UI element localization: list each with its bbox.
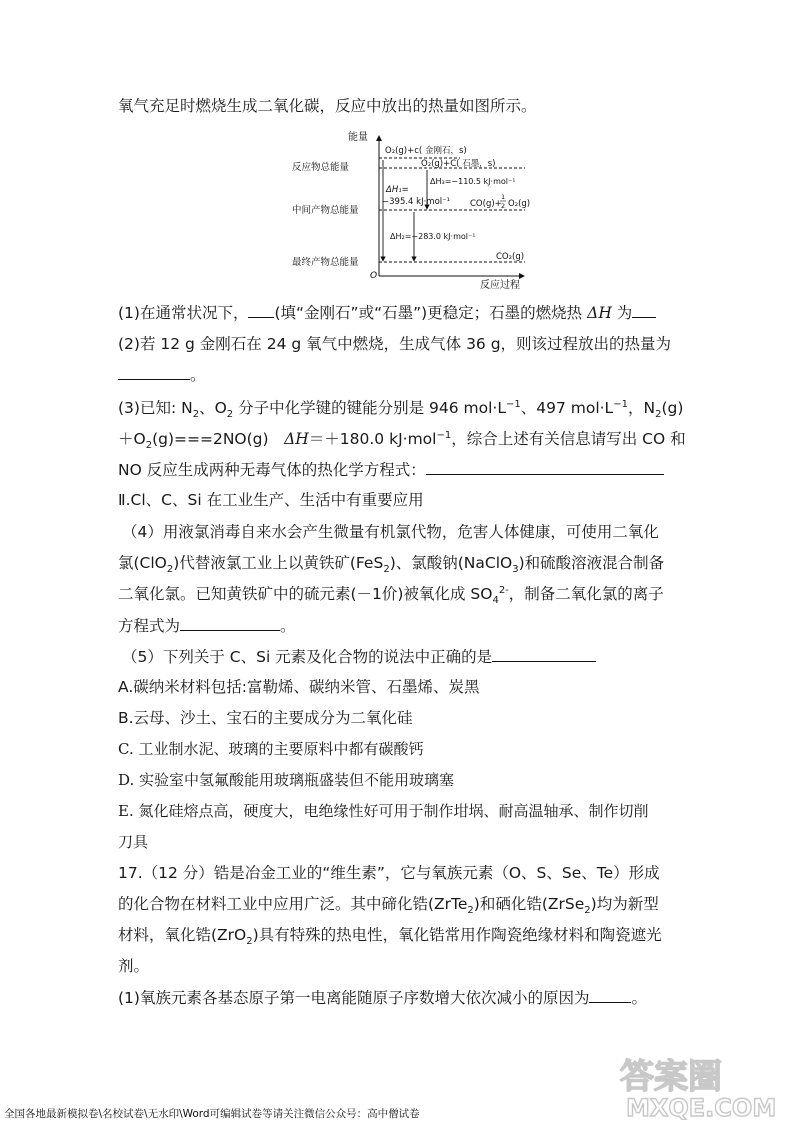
answer-blank-1b[interactable] (632, 302, 656, 318)
question-17-line3: 材料，氧化锆(ZrO$_2$)具有特殊的热电性，氧化锆常用作陶瓷绝缘材料和陶瓷遮光 (118, 926, 662, 948)
question-17-line4: 剂。 (118, 957, 150, 975)
answer-blank-3[interactable] (426, 459, 664, 475)
option-c: C. 工业制水泥、玻璃的主要原料中都有碳酸钙 (118, 740, 424, 758)
dh2-label: ΔH₂=−283.0 kJ·mol⁻¹ (390, 232, 476, 241)
origin-label: O (370, 271, 378, 281)
frac-numerator: 1 (501, 193, 506, 201)
question-3-line1: (3)已知: $N_2$、$O_2$ 分子中化学键的键能分别是 946 $mol\cdot L^{-1}$、497 $mol\cdot L^{-1}$，$N_2(g)$ (118, 398, 684, 421)
option-e-line2: 刀具 (118, 833, 149, 851)
question-17-sub1: (1)氧族元素各基态原子第一电离能随原子序数增大依次减小的原因为 。 (118, 989, 647, 1007)
species-o2: O₂(g) (508, 199, 531, 209)
species-diamond: O₂(g)+c( 金刚石，s) (385, 146, 467, 156)
energy-level-diagram (290, 128, 540, 290)
question-4-line3: 二氧化氯。已知黄铁矿中的硫元素(－1价)被氧化成 $SO_4^{2-}$，制备二氧化氯的离子 (118, 584, 664, 607)
question-1: (1)在通常状况下， (填“金刚石”或“石墨”)更稳定；石墨的燃烧热 ΔH 为 (118, 302, 656, 323)
answer-blank-4[interactable] (180, 615, 280, 631)
option-a: A.碳纳米材料包括:富勒烯、碳纳米管、石墨烯、炭黑 (118, 678, 480, 696)
question-4-line4: 方程式为 。 (118, 617, 296, 635)
question-2-blank-line: 。 (118, 364, 206, 385)
question-3-line3: NO 反应生成两种无毒气体的热化学方程式： (118, 459, 664, 480)
level-label-product: 最终产物总能量 (292, 257, 359, 268)
level-label-reactant: 反应物总能量 (292, 162, 350, 173)
question-5-stem: （5）下列关于 C、Si 元素及化合物的说法中正确的是 (122, 646, 596, 667)
intro-text: 氧气充足时燃烧生成二氧化碳，反应中放出的热量如图所示。 (118, 97, 537, 115)
question-2: (2)若 12 g 金刚石在 24 g 氧气中燃烧，生成气体 36 g，则该过程放出的热量为 (118, 335, 672, 353)
question-4-line1: （4）用液氯消毒自来水会产生微量有机氯代物，危害人体健康，可使用二氧化 (122, 523, 659, 541)
dh1-label-a: ΔH₁= (386, 185, 409, 195)
answer-blank-2[interactable] (118, 364, 190, 380)
watermark-logo (600, 1052, 790, 1120)
svg-text:MXQE.COM: MXQE.COM (626, 1094, 777, 1120)
option-d: D. 实验室中氢氟酸能用玻璃瓶盛装但不能用玻璃塞 (118, 771, 455, 789)
section-2-heading: Ⅱ.Cl、C、Si 在工业生产、生活中有重要应用 (118, 491, 424, 509)
question-17-line1: 17.（12 分）锆是冶金工业的“维生素”，它与氧族元素（O、S、Se、Te）形成 (118, 864, 660, 882)
level-label-intermediate: 中间产物总能量 (292, 205, 359, 216)
option-b: B.云母、沙土、宝石的主要成分为二氧化硅 (118, 709, 413, 727)
question-17-line2: 的化合物在材料工业中应用广泛。其中碲化锆(ZrTe$_2$)和硒化锆(ZrSe$_2$)均为新型 (118, 895, 659, 917)
frac-denominator: 2 (501, 202, 506, 210)
answer-blank-1a[interactable] (248, 302, 274, 318)
question-3-line2: $+O_2(g)===2NO(g)$ ΔH＝＋180.0 kJ·mol$^{-1}$，综合上述有关信息请写出 CO 和 (118, 429, 686, 452)
footer-note: 全国各地最新模拟卷\名校试卷\无水印\Word可编辑试卷等请关注微信公众号：高中僧试卷 (4, 1108, 420, 1120)
question-4-line2: 氯(ClO$_2$)代替液氯工业上以黄铁矿(FeS$_2$)、氯酸钠(NaClO$_3$)和硫酸溶液混合制备 (118, 554, 665, 576)
x-axis-label: 反应过程 (480, 280, 520, 290)
species-graphite: O₂(g)+C( 石墨，s) (421, 159, 496, 169)
svg-text:答案圈: 答案圈 (620, 1057, 722, 1097)
dh3-label: ΔH₃=−110.5 kJ·mol⁻¹ (430, 177, 516, 186)
option-e-line1: E. 氮化硅熔点高，硬度大，电绝缘性好可用于制作坩埚、耐高温轴承、制作切削 (118, 802, 649, 820)
answer-blank-5[interactable] (492, 646, 596, 662)
answer-blank-17-1[interactable] (589, 987, 631, 1003)
y-axis-label: 能量 (348, 132, 368, 143)
species-intermediate: CO(g)+ (470, 199, 502, 209)
dh1-label-b: −395.4 kJ·mol⁻¹ (382, 197, 451, 207)
species-product: CO₂(g) (496, 252, 525, 262)
